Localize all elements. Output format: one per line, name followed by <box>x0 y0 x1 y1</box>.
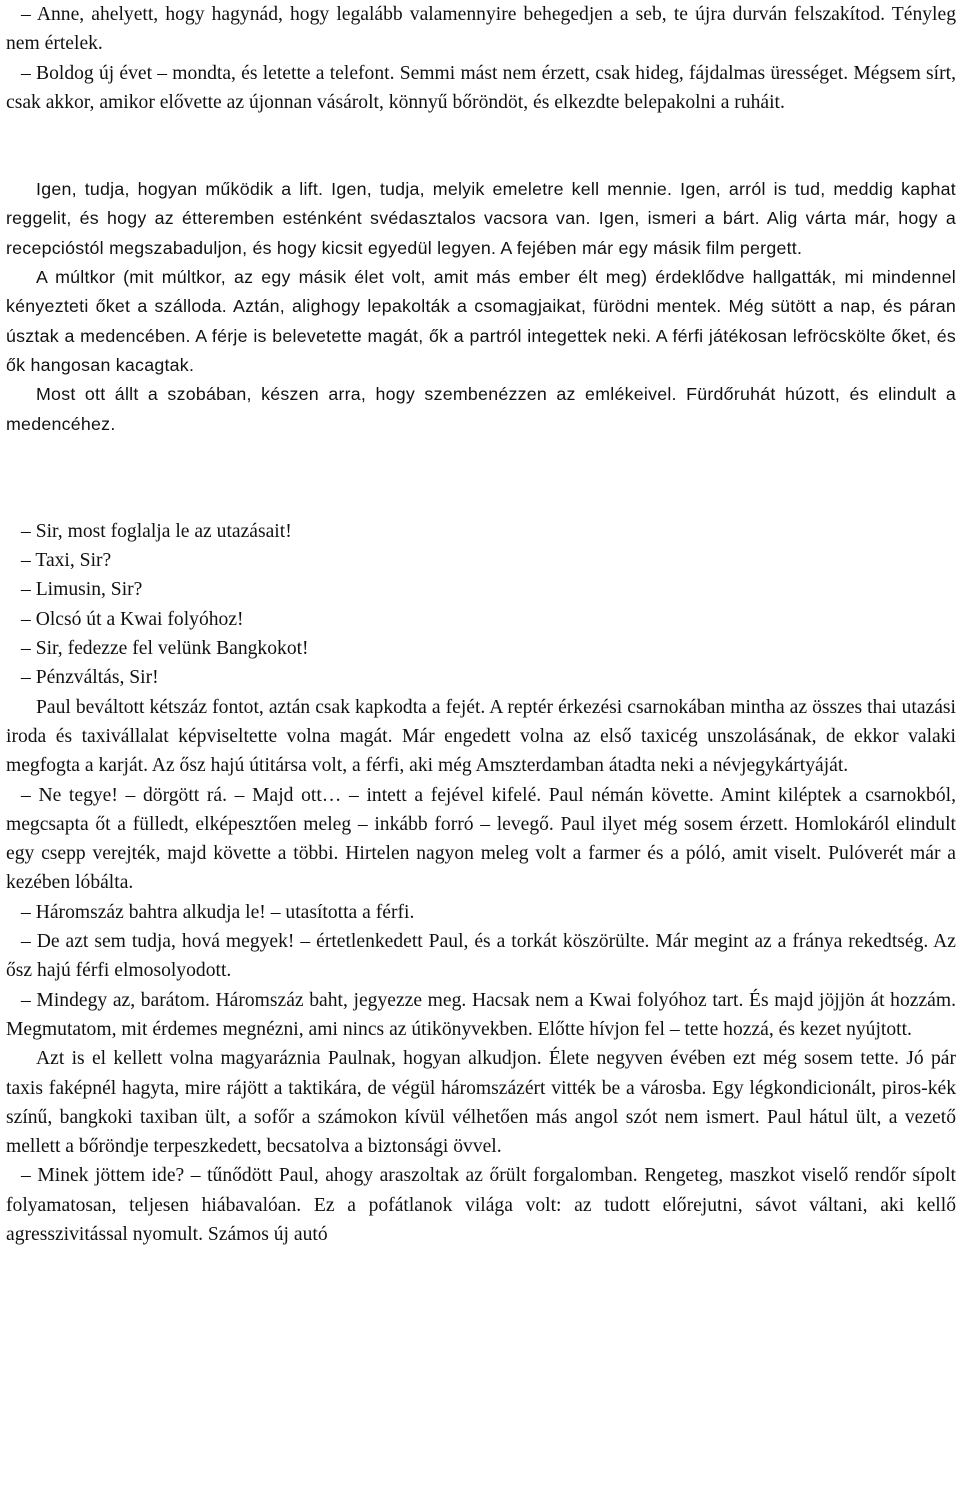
paragraph: – Boldog új évet – mondta, és letette a telefont. Semmi mást nem érzett, csak hideg, fájdalmas ürességet. Mégsem sírt, csak akkor, amikor elővette az újonnan vásárolt, könnyű bőröndöt, és elkezdte belepakolni a ruháit. <box>6 62 956 113</box>
section-break <box>6 117 956 175</box>
dialogue-line: – Sir, most foglalja le az utazásait! <box>21 520 292 542</box>
paragraph: – Mindegy az, barátom. Háromszáz baht, jegyezze meg. Hacsak nem a Kwai folyóhoz tart. És majd jöjjön át hozzám. Megmutatom, mit érdemes megnézni, ami nincs az útikönyvekben. Előtte hívjon fel – tette hozzá, és kezet nyújtott. <box>6 989 956 1040</box>
section-phone-call <box>6 0 956 117</box>
dialogue-line: – Limusin, Sir? <box>21 579 143 601</box>
section-break <box>6 439 956 517</box>
paragraph: Igen, tudja, hogyan működik a lift. Igen, tudja, melyik emeletre kell mennie. Igen, arról is tud, meddig kaphat reggelit, és hogy az étteremben esténként svédasztalos vacsora van. Igen, ismeri a bárt. Alig várta már, hogy a recepcióstól megszabaduljon, és hogy kicsit egyedül legyen. A fejében már egy másik film pergett. <box>6 179 956 258</box>
paragraph: – De azt sem tudja, hová megyek! – értetlenkedett Paul, és a torkát köszörülte. Már megint az a fránya rekedtség. Az ősz hajú férfi elmosolyodott. <box>6 931 956 982</box>
dialogue-line: – Háromszáz bahtra alkudja le! – utasította a férfi. <box>21 901 415 923</box>
dialogue-line: – Olcsó út a Kwai folyóhoz! <box>21 608 244 630</box>
paragraph: Paul beváltott kétszáz fontot, aztán csak kapkodta a fejét. A reptér érkezési csarnokában mintha az összes thai utazási iroda és taxivállalat képviseltette volna magát. Már engedett volna az első taxicég unszolásának, de ekkor valaki megfogta a karját. Az ősz hajú útitársa volt, a férfi, aki még Amszterdamban átadta neki a névjegykártyáját. <box>6 696 956 777</box>
paragraph: Most ott állt a szobában, készen arra, hogy szembenézzen az emlékeivel. Fürdőruhát húzott, és elindult a medencéhez. <box>6 384 956 434</box>
paragraph: A múltkor (mit múltkor, az egy másik élet volt, amit más ember élt meg) érdeklődve hallgatták, mi mindennel kényezteti őket a szálloda. Aztán, alighogy lepakolták a csomagjaikat, fürödni mentek. Még sütött a nap, és páran úsztak a medencében. A férje is belevetette magát, ők a partról integettek neki. A férfi játékosan lefröcskölte őket, és ők hangosan kacagtak. <box>6 267 956 375</box>
section-airport <box>6 517 956 1249</box>
paragraph: – Ne tegye! – dörgött rá. – Majd ott… – intett a fejével kifelé. Paul némán követte. Amint kiléptek a csarnokból, megcsapta őt a fülledt, elképesztően meleg – inkább forró – levegő. Paul ilyet még sosem érzett. Homlokáról elindult egy csepp verejték, majd követte a többi. Hirtelen nagyon meleg volt a farmer és a póló, amit viselt. Pulóverét már a kezében lóbálta. <box>6 784 956 894</box>
paragraph: – Anne, ahelyett, hogy hagynád, hogy legalább valamennyire behegedjen a seb, te újra durván felszakítod. Tényleg nem értelek. <box>6 4 956 55</box>
paragraph: – Minek jöttem ide? – tűnődött Paul, ahogy araszoltak az őrült forgalomban. Rengeteg, maszkot viselő rendőr sípolt folyamatosan, teljesen hiábavalóan. Ez a pofátlanok világa volt: az tudott előrejutni, sávot váltani, aki kellő agresszivitással nyomult. Számos új autó <box>6 1165 956 1245</box>
section-hotel <box>6 175 956 439</box>
dialogue-line: – Sir, fedezze fel velünk Bangkokot! <box>21 638 309 660</box>
dialogue-line: – Taxi, Sir? <box>21 550 112 572</box>
paragraph: Azt is el kellett volna magyaráznia Paulnak, hogyan alkudjon. Élete negyven évében ezt még sosem tette. Jó pár taxis faképnél hagyta, mire rájött a taktikára, de végül háromszázért vitték be a városba. Egy légkondicionált, piros-kék színű, bangkoki taxiban ült, a sofőr a számokon kívül vélhetően más angol szót nem ismert. Paul hátul ült, a vezető mellett a bőröndje terpeszkedett, becsatolva a biztonsági övvel. <box>6 1048 956 1158</box>
dialogue-line: – Pénzváltás, Sir! <box>21 667 159 689</box>
